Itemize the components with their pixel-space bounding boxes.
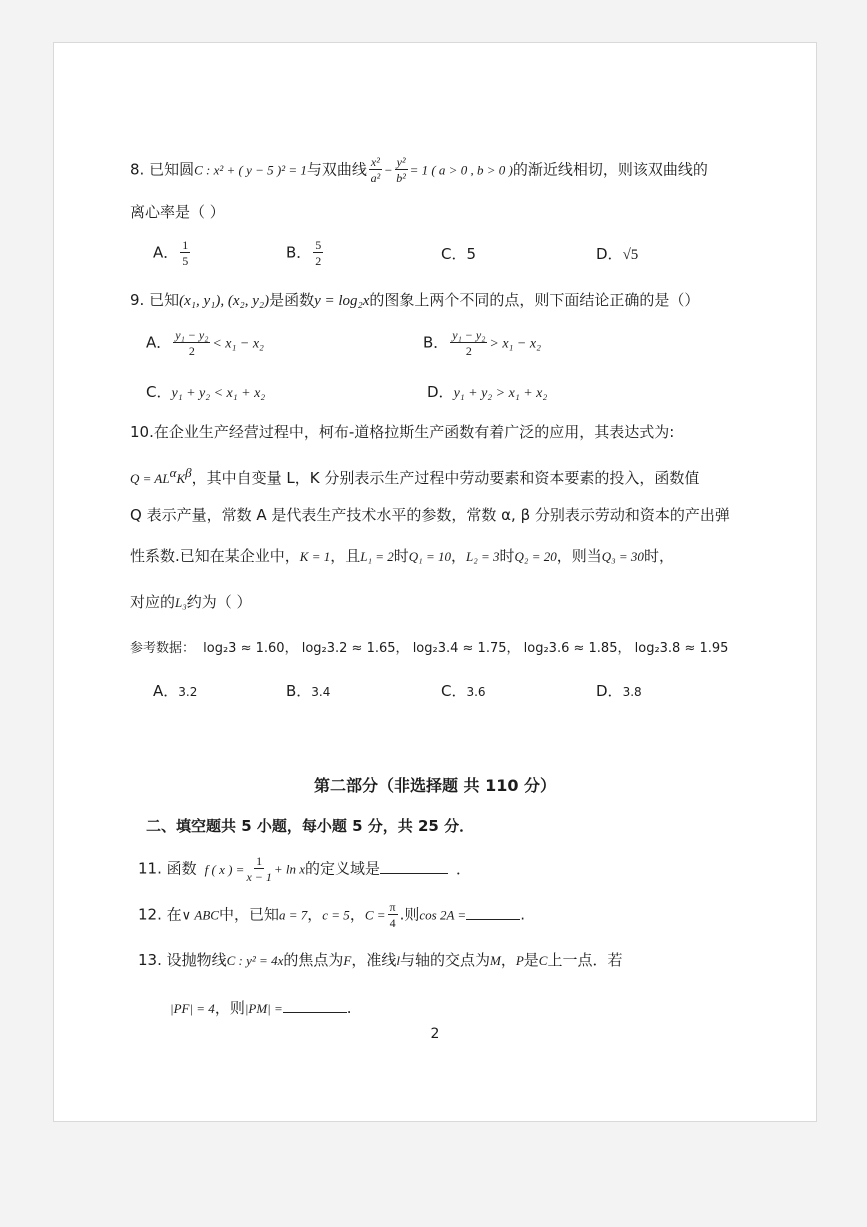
reference-item: log₂3.2 ≈ 1.65: [301, 641, 396, 656]
q8-prefix: 8. 已知圆: [130, 160, 195, 179]
q9-option-a: A． $\frac{\text{y₁ − y₂}}{2}$ < x₁ − x₂: [146, 328, 264, 358]
q13-answer-blank[interactable]: [283, 998, 347, 1013]
q10-option-a: A．3.2: [153, 682, 198, 700]
reference-item: log₂3.8 ≈ 1.95: [634, 641, 729, 656]
page-number: 2: [430, 1026, 440, 1042]
q10-formula: Q = AL: [130, 471, 170, 486]
question-10-line1: 10.在企业生产经营过程中，柯布-道格拉斯生产函数有着广泛的应用，其表达式为:: [130, 423, 675, 441]
q8-option-a: A． $\frac{1}{5}$: [153, 238, 189, 268]
q9-option-b: B． $\frac{\text{y₁ − y₂}}{2}$ > x₁ − x₂: [423, 328, 541, 358]
q10-option-d: D．3.8: [596, 682, 642, 700]
q9-function: y = log₂x: [314, 293, 370, 309]
reference-item: log₂3.6 ≈ 1.85: [523, 641, 618, 656]
question-10-line5: 对应的L₃约为（ ）: [130, 593, 252, 611]
q9-points: (x₁, y₁), (x₂, y₂): [179, 293, 270, 309]
exam-page: [53, 42, 817, 1122]
q11-answer-blank[interactable]: [380, 859, 448, 874]
question-11: 11. 函数 f ( x ) = $\frac{1}{x - 1}$ + ln x的定义域是 ．: [138, 854, 472, 884]
q9-option-d: D．y₁ + y₂ > x₁ + x₂: [427, 383, 548, 401]
q8-suffix: 的渐近线相切，则该双曲线的: [512, 160, 708, 179]
q8-option-d: D．√5: [596, 245, 639, 263]
q8-option-c: C．5: [441, 245, 477, 263]
reference-item: log₂3.4 ≈ 1.75: [412, 641, 507, 656]
question-13-line2: |PF| = 4，则|PM| = .: [170, 999, 352, 1017]
question-10-line4: 性系数.已知在某企业中，K = 1，且L₁ = 2时Q₁ = 10，L₂ = 3时Q₂ = 20，则当Q₃ = 30时，: [130, 547, 674, 565]
question-9-line1: 9. 已知(x₁, y₁), (x₂, y₂)是函数y = log₂x的图象上两个不同的点，则下面结论正确的是（）: [130, 291, 700, 309]
reference-item: log₂3 ≈ 1.60: [203, 641, 285, 656]
section-heading: 二、填空题共 5 小题，每小题 5 分，共 25 分．: [146, 817, 475, 835]
reference-label: 参考数据：: [130, 641, 196, 656]
part-two-title: 第二部分（非选择题 共 110 分）: [313, 776, 557, 795]
q8-circle-equation: C : x² + ( y − 5 )² = 1: [194, 162, 307, 178]
q8-frac-2: $\frac{\text{y²}}{\text{b²}}$: [396, 155, 406, 185]
question-10-line2: $Q = AL^\alpha K^\beta$，其中自变量 L，K 分别表示生产过程中劳动要素和资本要素的投入，函数值: [130, 465, 700, 487]
question-8-line2: 离心率是（ ）: [130, 203, 225, 221]
q10-option-c: C．3.6: [441, 682, 486, 700]
q8-frac-1: $\frac{\text{x²}}{\text{a²}}$: [370, 155, 381, 185]
q10-option-b: B．3.4: [286, 682, 331, 700]
q8-option-b: B． $\frac{5}{2}$: [286, 238, 322, 268]
q12-answer-blank[interactable]: [466, 905, 520, 920]
q10-reference-data: 参考数据： log₂3 ≈ 1.60， log₂3.2 ≈ 1.65， log₂3.4 ≈ 1.75， log₂3.6 ≈ 1.85， log₂3.8 ≈ 1.95: [130, 641, 729, 656]
question-8-line1: 8. 已知圆C : x² + ( y − 5 )² = 1与双曲线 $\frac{\text{x²}}{\text{a²}}$ − $\frac{\text{y²}}{\text{b²}}$ = 1 ( a > 0 , b > 0 )的渐近线相切，则该双曲线的: [130, 155, 708, 185]
question-13-line1: 13. 设抛物线C : y² = 4x的焦点为F，准线l与轴的交点为M，P是C上一点．若: [138, 951, 623, 969]
q8-hyperbola-condition: = 1 ( a > 0 , b > 0 ): [409, 162, 513, 178]
q9-option-c: C．y₁ + y₂ < x₁ + x₂: [146, 383, 266, 401]
question-10-line3: Q 表示产量，常数 A 是代表生产技术水平的参数，常数 α, β 分别表示劳动和资本的产出弹: [130, 506, 730, 524]
question-12: 12. 在∨ ABC中，已知a = 7，c = 5，C = $\frac{\pi}{4}$ .则cos 2A = .: [138, 900, 525, 930]
q8-mid-text: 与双曲线: [306, 160, 367, 179]
